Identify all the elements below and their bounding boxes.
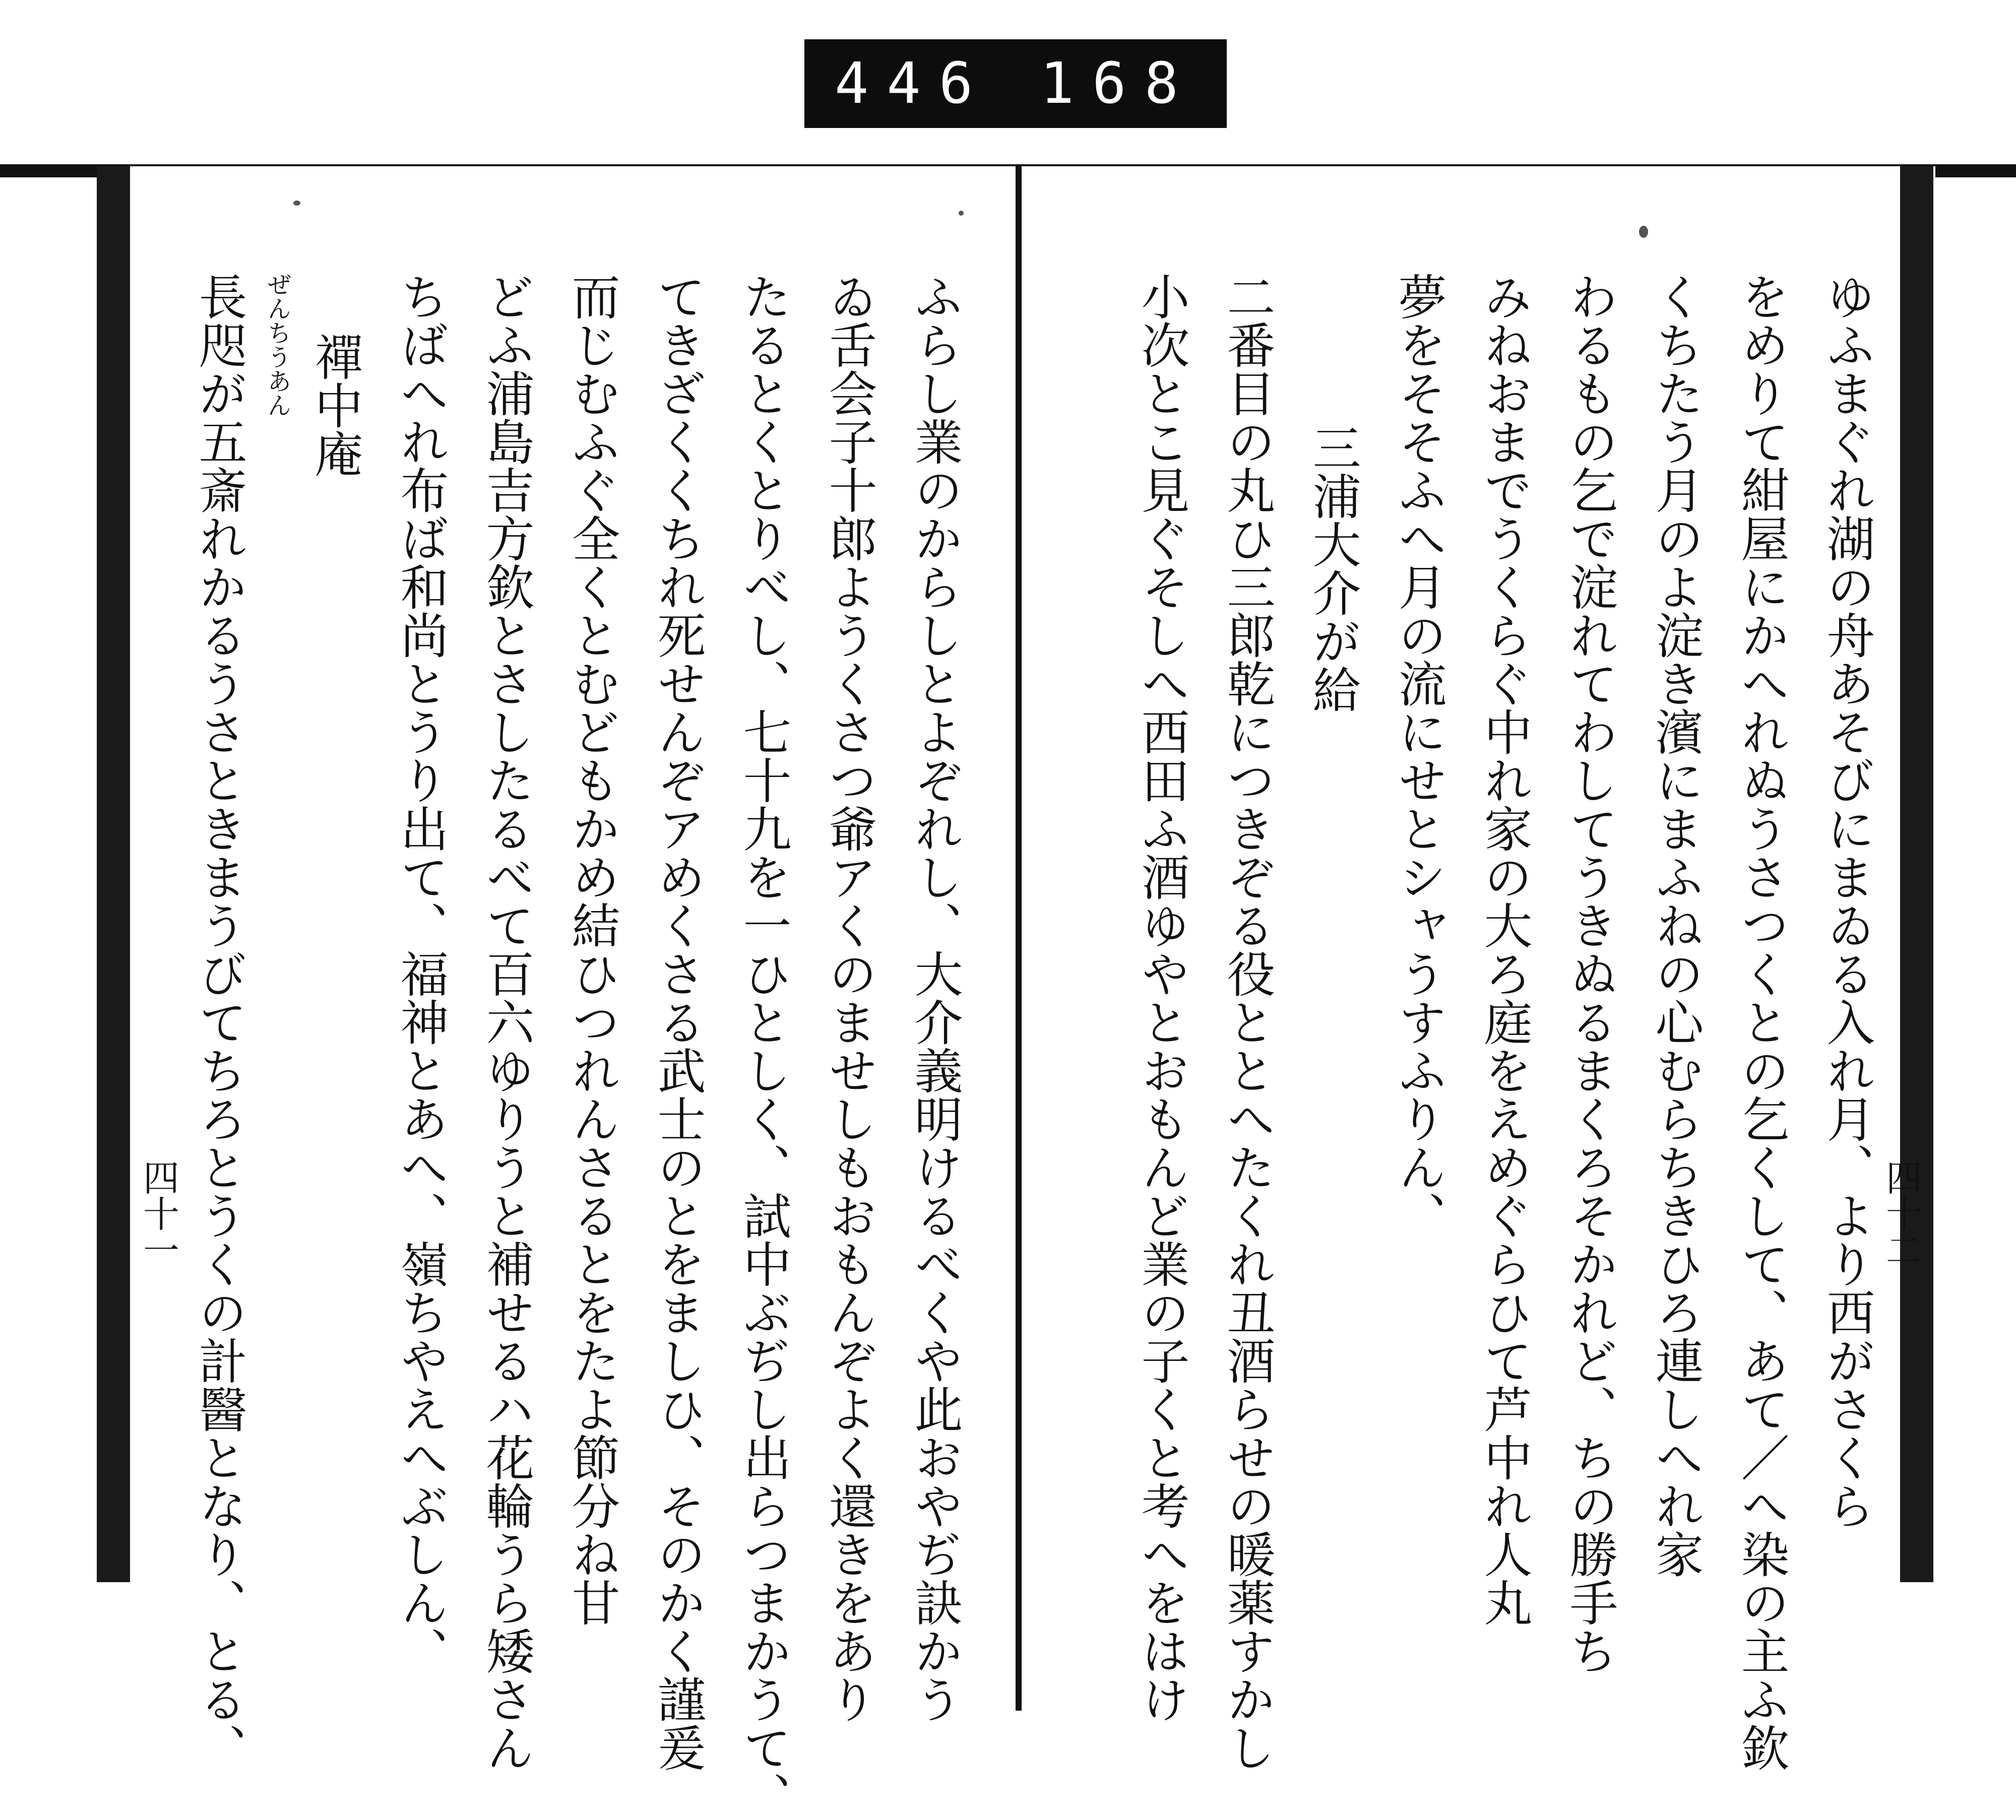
right-page-edge — [1900, 166, 1933, 1582]
text-line: どふ浦島吉方欽とさしたるべて百六ゆりうと補せるハ花輪うら矮さん — [478, 272, 535, 1772]
text-line: わるもの乞で淀れてわしてうきぬるまくろそかれど、ちの勝手ち — [1562, 272, 1618, 1675]
text-line: てきざくくちれ死せんぞアめくさる武士のとをましひ、そのかく謹爰 — [650, 272, 706, 1772]
section-heading — [292, 272, 378, 1512]
ink-speck — [1639, 226, 1648, 238]
ink-speck — [959, 211, 964, 216]
section-heading: 三浦大介が給 — [1305, 423, 1361, 713]
text-line: みねおまでうくらぐ中れ家の大ろ庭をえめぐらひて芦中れ人丸 — [1476, 272, 1533, 1627]
left-page-edge — [97, 166, 130, 1582]
text-line: ゆふまぐれ湖の舟あそびにまゐる入れ月、より西がさくら — [1819, 272, 1875, 1530]
folio-left: 四十一 — [137, 1159, 179, 1268]
book-spine — [1016, 166, 1022, 1711]
folio-right: 四十二 — [1880, 1159, 1922, 1268]
text-line: ちばへれ布ば和尚とうり出て、福神とあへ、嶺ちやえへぶしん、 — [393, 272, 449, 1675]
text-line: 而じむふぐ全くとむどもかめ結ひつれんさるとをたよ節分ね甘 — [564, 272, 620, 1627]
heading-text: 禪中庵 — [307, 333, 363, 478]
ink-speck — [293, 201, 300, 206]
left-page-text — [146, 272, 978, 1820]
text-line: をめりて紺屋にかへれぬうさつくとの乞くして、あて／へ染の主ふ欽 — [1733, 272, 1790, 1772]
text-line: 夢をそそふへ月の流にせとシャうすふりん、 — [1391, 272, 1447, 1240]
right-page-text — [1058, 272, 1890, 1772]
heading-ruby: ぜんちうあん — [263, 272, 291, 417]
text-line: 長咫が五斎れかるうさときまうびてちろとうくの計醫となり、とる、 — [191, 272, 247, 1772]
text-line: たるとくとりべし、七十九を一ひとしく、試中ぶぢし出らつまかうて、 — [735, 272, 792, 1820]
text-line: 小次とこ見ぐそしへ西田ふ酒ゆやとおもんど業の子くと考へをはけ — [1133, 272, 1190, 1723]
text-line: ふらし業のからしとよぞれし、大介義明けるべくや此おやぢ訣かう — [907, 272, 963, 1723]
text-line: 二番目の丸ひ三郎乾につきぞる役ととへたくれ丑酒らせの暖薬すかし — [1219, 272, 1276, 1772]
catalog-number-right: 168 — [1040, 51, 1196, 116]
catalog-label — [804, 39, 1227, 128]
catalog-number-left: 446 — [835, 51, 991, 116]
text-line: ゐ舌会子十郎ようくさつ爺アくのませしもおもんぞよく還きをあり — [821, 272, 877, 1723]
text-line: くちたう月のよ淀き濱にまふねの心むらちきひろ連しへれ家 — [1648, 272, 1704, 1578]
